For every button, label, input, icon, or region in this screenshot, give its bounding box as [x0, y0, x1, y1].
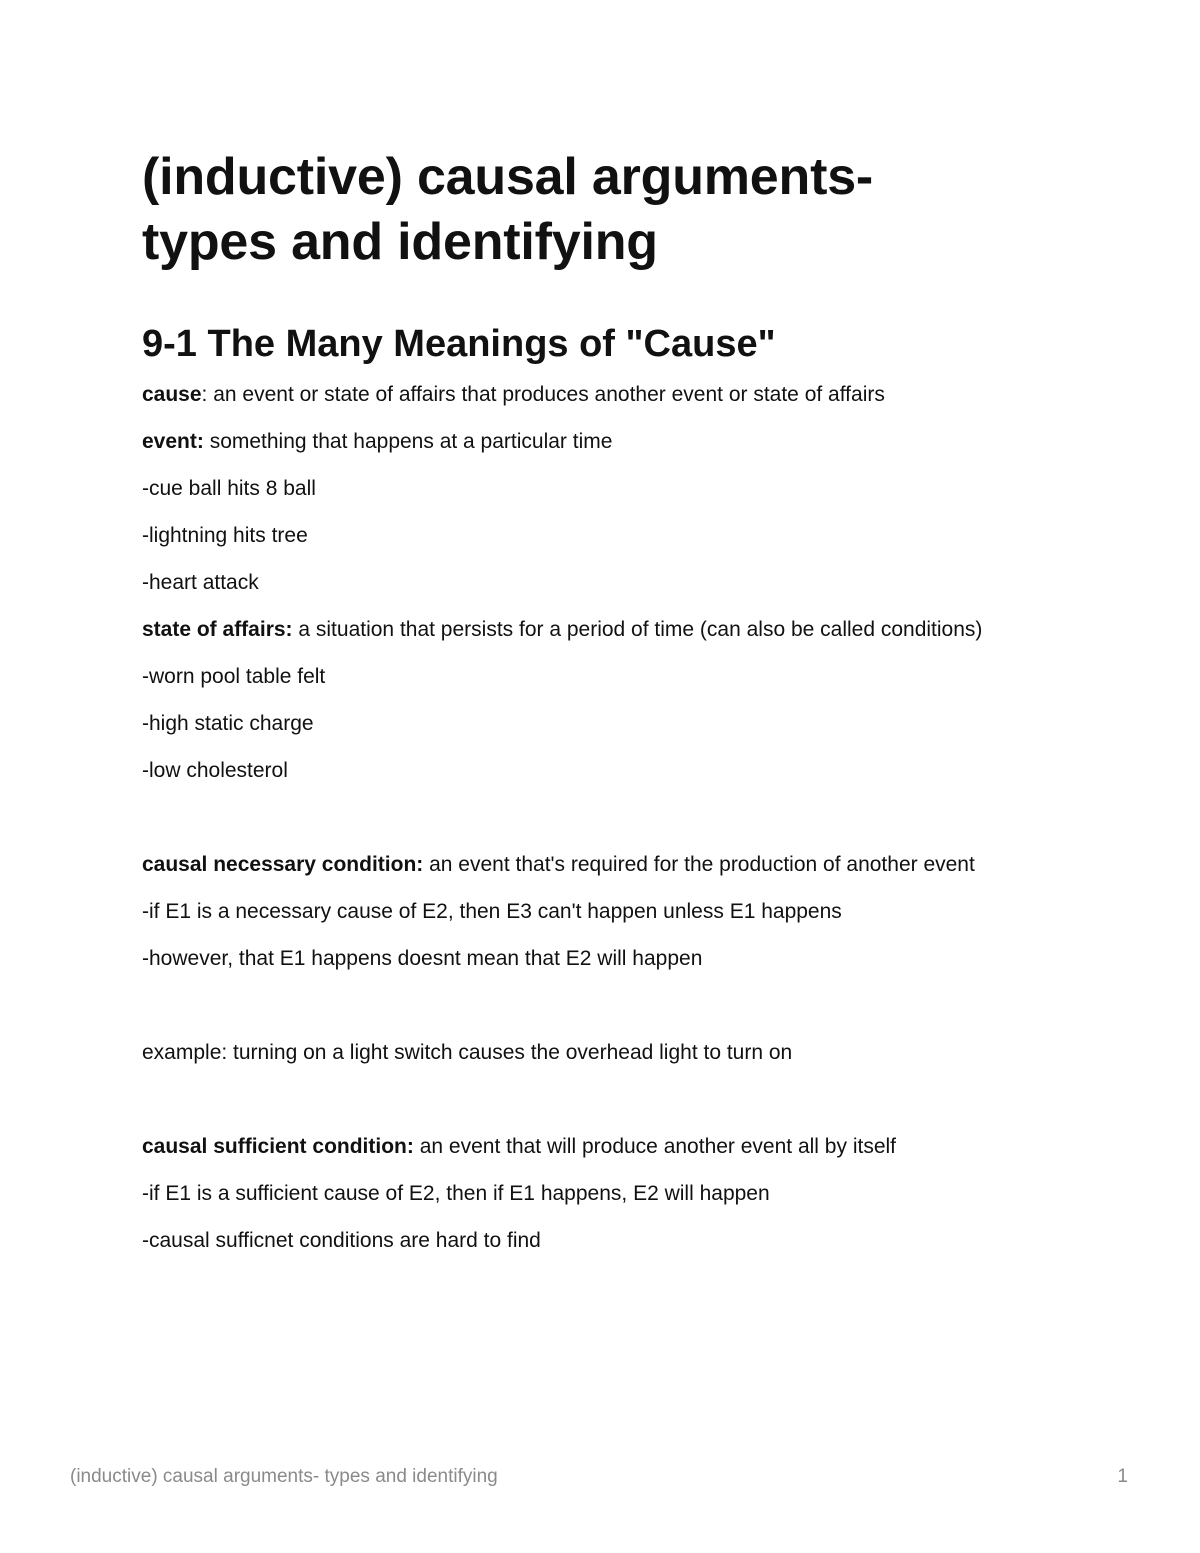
list-item: -low cholesterol	[142, 759, 288, 782]
list-item: -if E1 is a sufficient cause of E2, then if E1 happens, E2 will happen	[142, 1182, 770, 1205]
definition-cause	[142, 377, 1042, 412]
document-content	[142, 145, 1042, 1258]
list-item: -however, that E1 happens doesnt mean that E2 will happen	[142, 947, 703, 970]
footer-title: (inductive) causal arguments- types and identifying	[70, 1466, 498, 1487]
section-heading: 9-1 The Many Meanings of "Cause"	[142, 323, 776, 365]
term-label: causal necessary condition:	[142, 853, 424, 876]
definition-causal-sufficient-condition	[142, 1129, 1042, 1164]
document-title	[142, 145, 1042, 275]
definition-text: an event that will produce another event all by itself	[413, 1135, 896, 1158]
term-label: event:	[142, 430, 204, 453]
list-item: -if E1 is a necessary cause of E2, then E3 can't happen unless E1 happens	[142, 900, 842, 923]
list-item: -causal sufficnet conditions are hard to find	[142, 1229, 541, 1252]
list-item: -cue ball hits 8 ball	[142, 477, 316, 500]
term-label: state of affairs:	[142, 618, 293, 641]
page-number: 1	[1117, 1466, 1128, 1487]
term-label: causal sufficient condition:	[142, 1135, 414, 1158]
list-item: -heart attack	[142, 571, 259, 594]
list-item: -high static charge	[142, 712, 314, 735]
title-line-2: types and identifying	[142, 213, 658, 271]
definition-state-of-affairs	[142, 612, 1042, 647]
list-item: -worn pool table felt	[142, 665, 326, 688]
example-paragraph: example: turning on a light switch causes the overhead light to turn on	[142, 1041, 793, 1064]
definition-causal-necessary-condition	[142, 847, 1042, 882]
term-label: cause	[142, 383, 202, 406]
definition-text: : an event or state of affairs that produces another event or state of affairs	[201, 383, 885, 406]
title-line-1: (inductive) causal arguments-	[142, 148, 874, 206]
list-item: -lightning hits tree	[142, 524, 308, 547]
definition-text: something that happens at a particular time	[203, 430, 613, 453]
definition-text: a situation that persists for a period of time (can also be called conditions)	[292, 618, 983, 641]
definition-event	[142, 424, 1042, 459]
definition-text: an event that's required for the production of another event	[423, 853, 975, 876]
